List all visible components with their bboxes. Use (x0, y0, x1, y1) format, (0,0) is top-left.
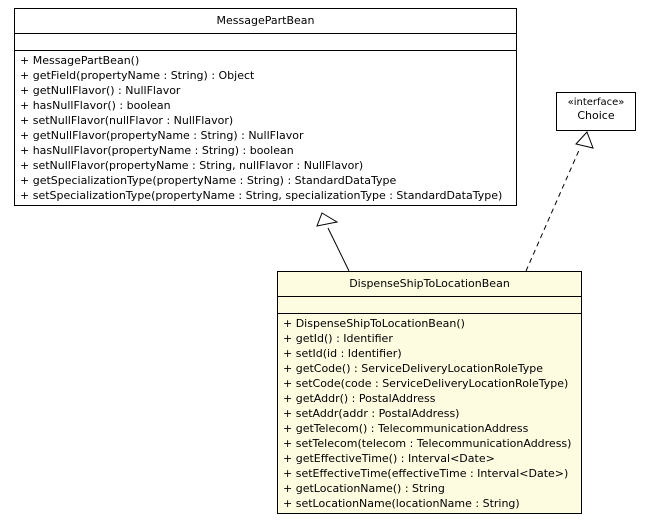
operation-item: + getTelecom() : TelecommunicationAddress (283, 422, 529, 435)
operation-item: + getLocationName() : String (283, 482, 445, 495)
class-name-message-part-bean: MessagePartBean (216, 14, 315, 27)
interface-title (557, 93, 635, 125)
operation-item: + setId(id : Identifier) (283, 347, 402, 360)
operation-item: + getNullFlavor(propertyName : String) : NullFlavor (20, 129, 304, 142)
attributes-compartment (278, 297, 581, 313)
operation-item: + hasNullFlavor() : boolean (20, 99, 171, 112)
attributes-compartment (15, 34, 516, 50)
generalization-arrowhead (317, 213, 337, 226)
operation-item: + DispenseShipToLocationBean() (283, 317, 465, 330)
realization-arrowhead (576, 132, 593, 148)
generalization-line (328, 228, 349, 271)
class-box-dispense-ship-to-location-bean[interactable] (277, 271, 582, 514)
operation-item: + setTelecom(telecom : TelecommunicationAddress) (283, 437, 572, 450)
interface-stereotype: «interface» (567, 97, 625, 108)
operation-item: + setCode(code : ServiceDeliveryLocationRoleType) (283, 377, 569, 390)
operation-item: + getNullFlavor() : NullFlavor (20, 84, 181, 97)
operations-compartment (278, 314, 581, 513)
interface-name: Choice (577, 109, 615, 122)
operation-item: + setNullFlavor(propertyName : String, nullFlavor : NullFlavor) (20, 159, 364, 172)
operation-item: + hasNullFlavor(propertyName : String) : boolean (20, 144, 294, 157)
realization-line (526, 148, 580, 271)
operation-item: + getEffectiveTime() : Interval<Date> (283, 452, 495, 465)
operation-item: + MessagePartBean() (20, 54, 140, 67)
class-name-dispense-ship-to-location-bean: DispenseShipToLocationBean (278, 272, 581, 296)
class-box-choice-interface[interactable] (556, 92, 636, 131)
operations-compartment (15, 51, 516, 205)
operation-item: + setLocationName(locationName : String) (283, 497, 520, 510)
operation-item: + getSpecializationType(propertyName : String) : StandardDataType (20, 174, 397, 187)
operation-item: + getAddr() : PostalAddress (283, 392, 436, 405)
operation-item: + getCode() : ServiceDeliveryLocationRoleType (283, 362, 544, 375)
class-box-message-part-bean[interactable] (14, 8, 517, 206)
operation-item: + setEffectiveTime(effectiveTime : Interval<Date>) (283, 467, 569, 480)
operation-item: + setNullFlavor(nullFlavor : NullFlavor) (20, 114, 234, 127)
operation-item: + setAddr(addr : PostalAddress) (283, 407, 460, 420)
operation-item: + getId() : Identifier (283, 332, 393, 345)
operation-item: + getField(propertyName : String) : Object (20, 69, 255, 82)
operation-item: + setSpecializationType(propertyName : String, specializationType : StandardDataType) (20, 189, 503, 202)
